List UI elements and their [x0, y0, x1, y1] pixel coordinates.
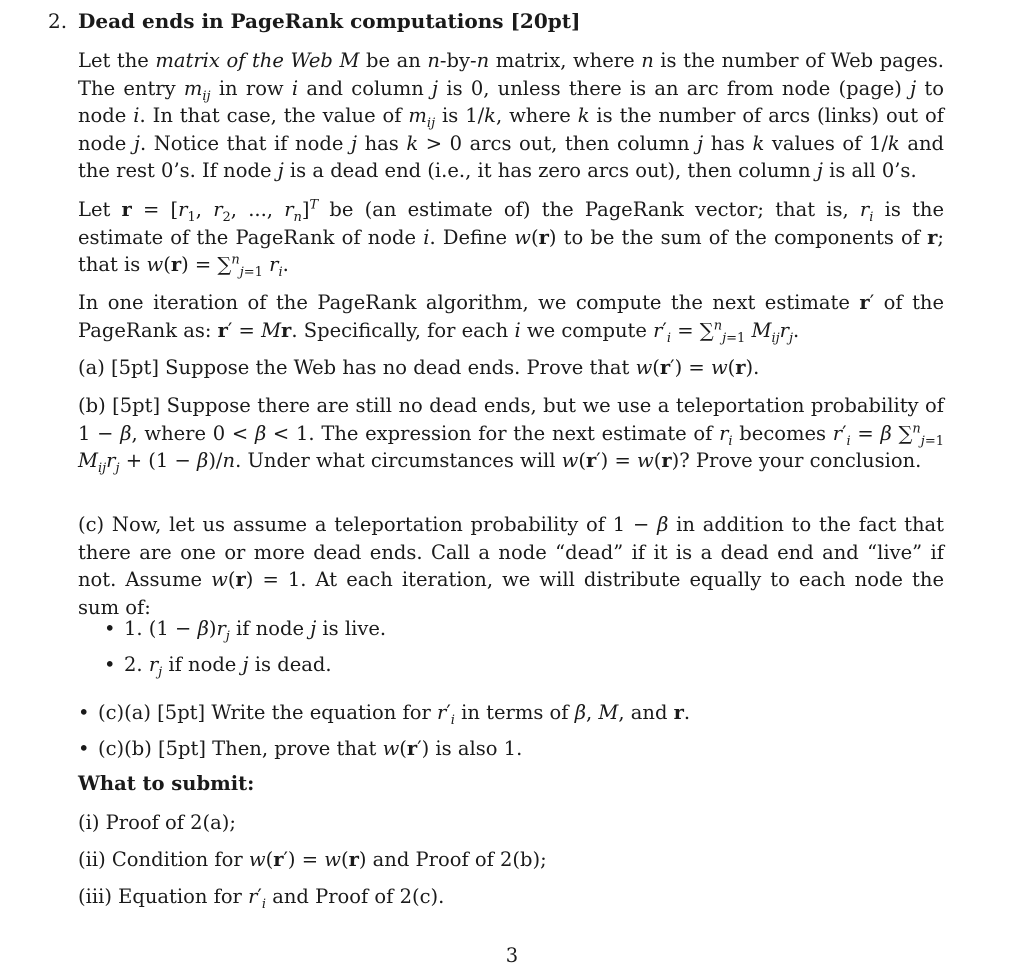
submit-heading: What to submit: — [78, 772, 255, 795]
part-b: (b) [5pt] Suppose there are still no dead ends, but we use a teleportation probability of 1 − β, where 0 < β < 1. The expression for the next estimate of $r_i$ becomes $r'_i = \beta$ ∑$^n_{j=1}$ $M_{ij}r_j + (1 - \beta)/n$. Under what circumstances will w(r′) = w(r)? Prove your conclusion. — [78, 394, 944, 476]
part-a: (a) [5pt] Suppose the Web has no dead ends. Prove that w(r′) = w(r). — [78, 356, 760, 379]
paragraph-matrix-definition: Let the matrix of the Web M be an n-by-n matrix, where n is the number of Web pages. The entry $m_{ij}$ in row i and column j is 0, unless there is an arc from node (page) j to node i. In that case, the value of $m_{ij}$ is 1/k, where k is the number of arcs (links) out of node j. Notice that if node j has k > 0 arcs out, then column j has k values of 1/k and the rest 0’s. If node j is a dead end (i.e., it has zero arcs out), then column j is all 0’s. — [78, 49, 944, 182]
bullet-dead-node: • 2. $r_j$ if node j is dead. — [104, 653, 332, 680]
section-title: Dead ends in PageRank computations [20pt] — [78, 9, 581, 33]
bullet-icon: • — [78, 701, 90, 724]
page-number: 3 — [505, 944, 519, 967]
paragraph-iteration: In one iteration of the PageRank algorithm, we compute the next estimate r′ of the PageRank as: r′ = Mr. Specifically, for each i we compute $r'_i = \sum^n_{j=1}$ $M_{ij}r_j$. — [78, 291, 944, 346]
section-number: 2. — [48, 9, 68, 33]
paragraph-pagerank-vector: Let $r = [r_1$, $r_2$, ..., $r_n]^T$ be (an estimate of) the PageRank vector; that is, $r_i$ is the estimate of the PageRank of node i. Define w(r) to be the sum of the components of r; that is w(r) = ∑$^n_{j=1}$ $r_i$. — [78, 197, 945, 280]
bullet-icon: • — [104, 617, 116, 640]
bullet-icon: • — [104, 653, 116, 676]
submit-item-2: (ii) Condition for w(r′) = w(r) and Proof of 2(b); — [78, 848, 547, 871]
subpart-c-a: • (c)(a) [5pt] Write the equation for $r'_i$ in terms of β, M, and r. — [78, 701, 691, 728]
section-heading — [48, 8, 968, 36]
submit-item-3: (iii) Equation for $r'_i$ and Proof of 2(c). — [78, 885, 445, 912]
bullet-live-node: • 1. $(1 - \beta)r_j$ if node j is live. — [104, 617, 387, 644]
part-c: (c) Now, let us assume a teleportation probability of 1 − β in addition to the fact that there are one or more dead ends. Call a node “dead” if it is a dead end and “live” if not. Assume w(r) = 1. At each iteration, we will distribute equally to each node the sum of: — [78, 513, 944, 619]
bullet-icon: • — [78, 737, 90, 760]
subpart-c-b: • (c)(b) [5pt] Then, prove that w(r′) is also 1. — [78, 735, 522, 763]
submit-item-1: (i) Proof of 2(a); — [78, 811, 236, 834]
